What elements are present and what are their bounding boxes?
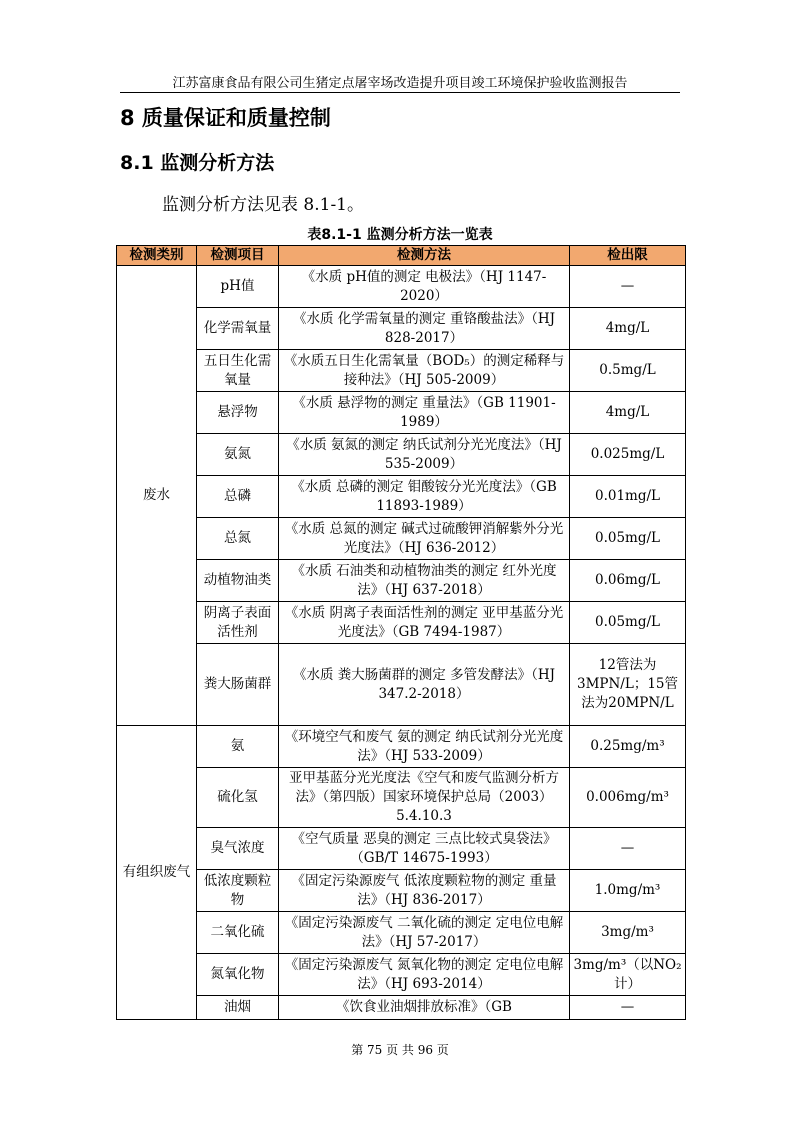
header-method: 检测方法 [279, 246, 570, 266]
table-row [117, 644, 686, 726]
limit-cell: — [570, 828, 686, 870]
table-row [117, 768, 686, 828]
intro-paragraph: 监测分析方法见表 8.1-1。 [162, 195, 364, 215]
item-cell: pH值 [197, 266, 279, 308]
table-row [117, 602, 686, 644]
table-row [117, 560, 686, 602]
method-cell: 《水质 化学需氧量的测定 重铬酸盐法》（HJ 828-2017） [279, 308, 570, 350]
table-row [117, 912, 686, 954]
table-row [117, 870, 686, 912]
limit-cell: 0.25mg/m³ [570, 726, 686, 768]
item-cell: 氨 [197, 726, 279, 768]
limit-cell: 0.5mg/L [570, 350, 686, 392]
method-cell: 《环境空气和废气 氨的测定 纳氏试剂分光光度法》（HJ 533-2009） [279, 726, 570, 768]
limit-cell: 3mg/m³（以NO₂计） [570, 954, 686, 996]
table-row [117, 518, 686, 560]
method-cell: 《水质 阴离子表面活性剂的测定 亚甲基蓝分光光度法》（GB 7494-1987） [279, 602, 570, 644]
item-cell: 五日生化需氧量 [197, 350, 279, 392]
limit-cell: 1.0mg/m³ [570, 870, 686, 912]
table-row [117, 434, 686, 476]
table-body [117, 266, 686, 1020]
method-table [116, 245, 686, 1020]
item-cell: 油烟 [197, 996, 279, 1020]
table-row [117, 350, 686, 392]
limit-cell: 0.06mg/L [570, 560, 686, 602]
method-cell: 《固定污染源废气 氮氧化物的测定 定电位电解法》（HJ 693-2014） [279, 954, 570, 996]
limit-cell: 0.01mg/L [570, 476, 686, 518]
header-limit: 检出限 [570, 246, 686, 266]
item-cell: 氮氧化物 [197, 954, 279, 996]
item-cell: 硫化氢 [197, 768, 279, 828]
limit-cell: — [570, 996, 686, 1020]
item-cell: 臭气浓度 [197, 828, 279, 870]
item-cell: 粪大肠菌群 [197, 644, 279, 726]
limit-cell: — [570, 266, 686, 308]
method-cell: 《水质 悬浮物的测定 重量法》（GB 11901-1989） [279, 392, 570, 434]
limit-cell: 3mg/m³ [570, 912, 686, 954]
method-cell: 亚甲基蓝分光光度法《空气和废气监测分析方法》（第四版）国家环境保护总局（2003）5.4.10.3 [279, 768, 570, 828]
page-footer: 第 75 页 共 96 页 [351, 1043, 449, 1057]
method-cell: 《水质 总氮的测定 碱式过硫酸钾消解紫外分光光度法》（HJ 636-2012） [279, 518, 570, 560]
table-row [117, 476, 686, 518]
method-cell: 《水质 总磷的测定 钼酸铵分光光度法》（GB 11893-1989） [279, 476, 570, 518]
subsection-heading: 8.1 监测分析方法 [120, 152, 275, 174]
section-heading: 8 质量保证和质量控制 [120, 106, 331, 130]
method-cell: 《固定污染源废气 二氧化硫的测定 定电位电解法》（HJ 57-2017） [279, 912, 570, 954]
item-cell: 总磷 [197, 476, 279, 518]
item-cell: 阴离子表面活性剂 [197, 602, 279, 644]
table-row [117, 996, 686, 1020]
limit-cell: 4mg/L [570, 392, 686, 434]
item-cell: 低浓度颗粒物 [197, 870, 279, 912]
table-caption: 表8.1-1 监测分析方法一览表 [307, 227, 493, 243]
item-cell: 化学需氧量 [197, 308, 279, 350]
method-cell: 《饮食业油烟排放标准》（GB [279, 996, 570, 1020]
item-cell: 氨氮 [197, 434, 279, 476]
method-cell: 《水质五日生化需氧量（BOD₅）的测定稀释与接种法》（HJ 505-2009） [279, 350, 570, 392]
method-cell: 《固定污染源废气 低浓度颗粒物的测定 重量法》（HJ 836-2017） [279, 870, 570, 912]
limit-cell: 0.006mg/m³ [570, 768, 686, 828]
method-cell: 《空气质量 恶臭的测定 三点比较式臭袋法》（GB/T 14675-1993） [279, 828, 570, 870]
limit-cell: 0.05mg/L [570, 602, 686, 644]
table-row [117, 266, 686, 308]
page-header: 江苏富康食品有限公司生猪定点屠宰场改造提升项目竣工环境保护验收监测报告 [172, 76, 628, 91]
table-row [117, 954, 686, 996]
limit-cell: 0.05mg/L [570, 518, 686, 560]
limit-cell: 0.025mg/L [570, 434, 686, 476]
item-cell: 二氧化硫 [197, 912, 279, 954]
method-cell: 《水质 氨氮的测定 纳氏试剂分光光度法》（HJ 535-2009） [279, 434, 570, 476]
category-cell: 废水 [117, 266, 197, 726]
item-cell: 总氮 [197, 518, 279, 560]
category-cell: 有组织废气 [117, 726, 197, 1020]
limit-cell: 4mg/L [570, 308, 686, 350]
item-cell: 动植物油类 [197, 560, 279, 602]
item-cell: 悬浮物 [197, 392, 279, 434]
method-cell: 《水质 pH值的测定 电极法》（HJ 1147-2020） [279, 266, 570, 308]
table-row [117, 392, 686, 434]
table-row [117, 308, 686, 350]
header-category: 检测类别 [117, 246, 197, 266]
table-header-row [117, 246, 686, 266]
method-cell: 《水质 粪大肠菌群的测定 多管发酵法》（HJ 347.2-2018） [279, 644, 570, 726]
method-cell: 《水质 石油类和动植物油类的测定 红外光度法》（HJ 637-2018） [279, 560, 570, 602]
table-row [117, 726, 686, 768]
header-divider [120, 92, 680, 93]
limit-cell: 12管法为3MPN/L；15管法为20MPN/L [570, 644, 686, 726]
header-item: 检测项目 [197, 246, 279, 266]
table-row [117, 828, 686, 870]
